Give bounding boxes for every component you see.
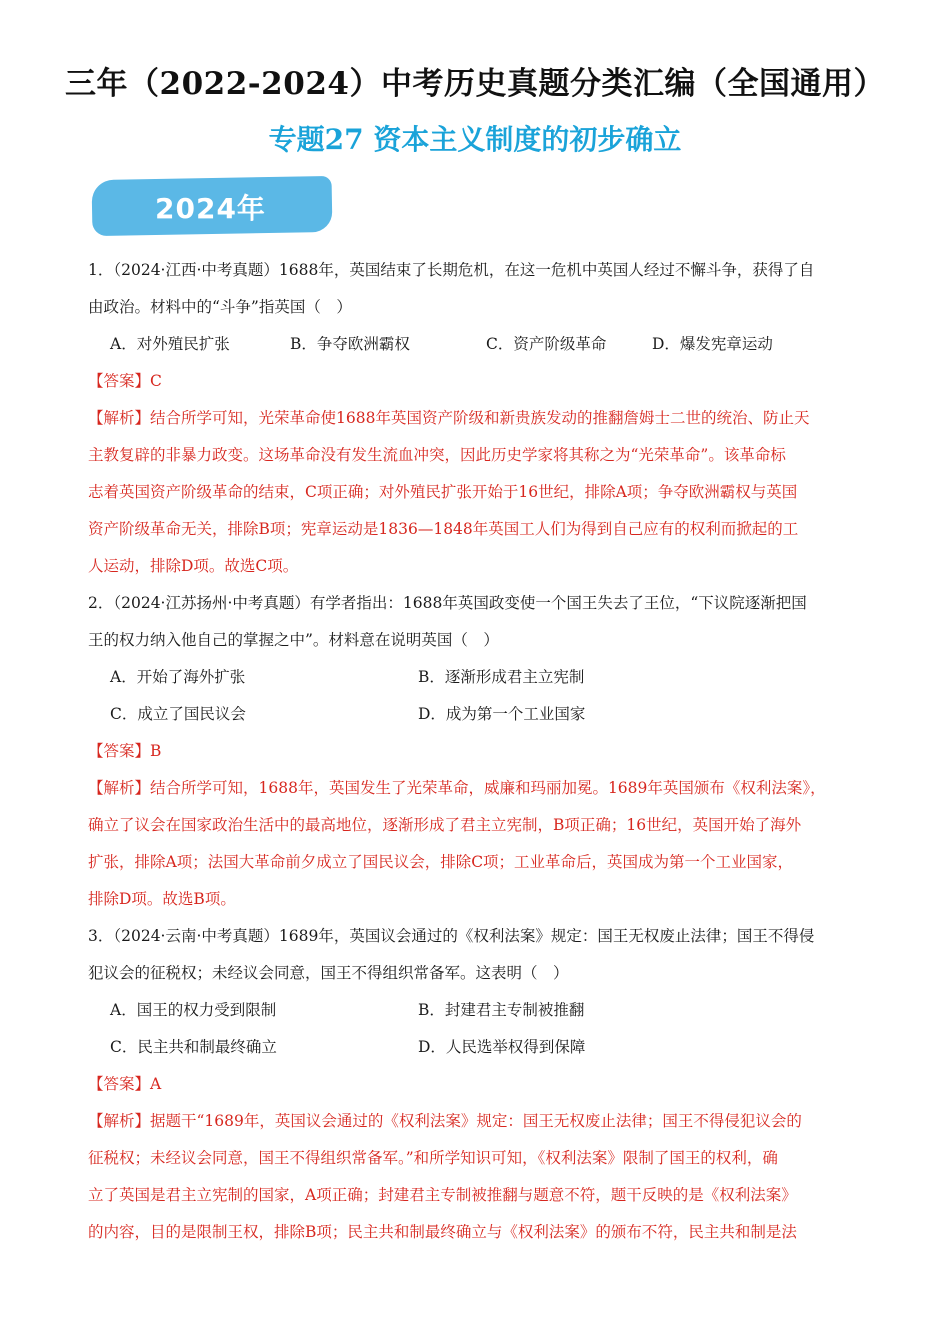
options-row [88,659,873,696]
option-b: B．封建君主专制被推翻 [418,1001,585,1019]
options-row [88,696,873,733]
option-a: A．开始了海外扩张 [110,668,246,686]
option-d: D．爆发宪章运动 [652,335,773,353]
analysis-line: 征税权；未经议会同意，国王不得组织常备军。”和所学知识可知，《权利法案》限制了国王的权利，确 [88,1149,778,1167]
document-subtitle: 专题27 资本主义制度的初步确立 [268,123,682,156]
options-row [88,992,873,1029]
analysis-line: 确立了议会在国家政治生活中的最高地位，逐渐形成了君主立宪制，B项正确；16世纪，英国开始了海外 [88,816,802,834]
analysis-line: 立了英国是君主立宪制的国家，A项正确；封建君主专制被推翻与题意不符，题干反映的是《权利法案》 [88,1186,797,1204]
analysis-line: 资产阶级革命无关，排除B项；宪章运动是1836—1848年英国工人们为得到自己应有的权利而掀起的工 [88,520,799,538]
answer: 【答案】C [88,372,162,390]
question-stem-line: 王的权力纳入他自己的掌握之中”。材料意在说明英国（ ） [88,631,499,649]
analysis-line: 的内容，目的是限制王权，排除B项；民主共和制最终确立与《权利法案》的颁布不符，民主共和制是法 [88,1223,797,1241]
question-stem-line: 1．（2024·江西·中考真题）1688年，英国结束了长期危机，在这一危机中英国人经过不懈斗争，获得了自 [88,261,815,279]
question-stem-line: 3．（2024·云南·中考真题）1689年，英国议会通过的《权利法案》规定：国王无权废止法律；国王不得侵 [88,927,815,945]
option-d: D．人民选举权得到保障 [418,1038,586,1056]
option-b: B．逐渐形成君主立宪制 [418,668,585,686]
analysis-line: 人运动，排除D项。故选C项。 [88,557,299,575]
analysis-line: 【解析】结合所学可知，光荣革命使1688年英国资产阶级和新贵族发动的推翻詹姆士二世的统治、防止天 [88,409,810,427]
analysis-line: 扩张，排除A项；法国大革命前夕成立了国民议会，排除C项；工业革命后，英国成为第一个工业国家， [88,853,794,871]
question-1 [88,252,873,585]
options-row [88,1029,873,1066]
option-a: A．对外殖民扩张 [110,335,230,353]
options-row [88,326,873,363]
analysis-line: 排除D项。故选B项。 [88,890,236,908]
question-2 [88,585,873,918]
answer: 【答案】B [88,742,162,760]
option-c: C．成立了国民议会 [110,705,246,723]
question-stem-line: 由政治。材料中的“斗争”指英国（ ） [88,298,352,316]
answer: 【答案】A [88,1075,162,1093]
analysis-line: 志着英国资产阶级革命的结束，C项正确；对外殖民扩张开始于16世纪，排除A项；争夺欧洲霸权与英国 [88,483,798,501]
question-3 [88,918,873,1251]
analysis-line: 【解析】结合所学可知，1688年，英国发生了光荣革命，威廉和玛丽加冕。1689年英国颁布《权利法案》， [88,779,826,797]
document-title: 三年（2022-2024）中考历史真题分类汇编（全国通用） [65,66,885,102]
analysis-line: 主教复辟的非暴力政变。这场革命没有发生流血冲突，因此历史学家将其称之为“光荣革命”。该革命标 [88,446,786,464]
option-d: D．成为第一个工业国家 [418,705,586,723]
option-a: A．国王的权力受到限制 [110,1001,277,1019]
year-badge-label: 2024年 [155,192,266,225]
analysis-line: 【解析】据题干“1689年，英国议会通过的《权利法案》规定：国王无权废止法律；国王不得侵犯议会的 [88,1112,802,1130]
question-list [88,252,873,1251]
option-b: B．争夺欧洲霸权 [290,335,410,353]
question-stem-line: 犯议会的征税权；未经议会同意，国王不得组织常备军。这表明（ ） [88,964,569,982]
option-c: C．民主共和制最终确立 [110,1038,277,1056]
option-c: C．资产阶级革命 [486,335,607,353]
question-stem-line: 2．（2024·江苏扬州·中考真题）有学者指出：1688年英国政变使一个国王失去了王位，“下议院逐渐把国 [88,594,807,612]
